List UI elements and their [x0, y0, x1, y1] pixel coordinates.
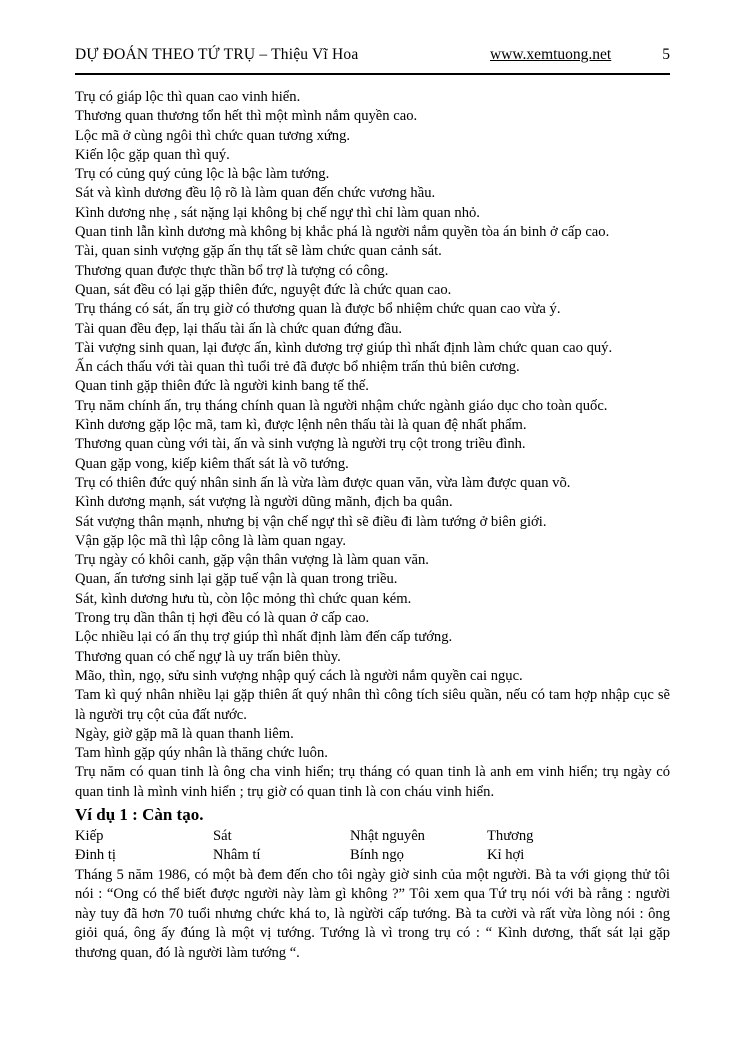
- pillar-value: Đinh tị: [75, 847, 116, 864]
- rule-line: Trong trụ dần thân tị hợi đều có là quan ở cấp cao.: [75, 610, 370, 627]
- rule-line: Thương quan cùng với tài, ấn và sinh vượng là người trụ cột trong triều đình.: [75, 436, 526, 453]
- rule-line: Sát, kình dương hưu tù, còn lộc mỏng thì chức quan kém.: [75, 590, 412, 607]
- rule-line: Mão, thìn, ngọ, sửu sinh vượng nhập quý cách là người nắm quyền cai ngục.: [75, 667, 523, 684]
- rule-line: Thương quan thương tổn hết thì một mình nắm quyền cao.: [75, 108, 418, 125]
- page-header: [75, 46, 670, 75]
- rule-line: Kiến lộc gặp quan thì quý.: [75, 146, 230, 163]
- rule-line: Trụ ngày có khôi canh, gặp vận thân vượng là làm quan văn.: [75, 552, 429, 569]
- rule-line: Vận gặp lộc mã thì lập công là làm quan ngay.: [75, 532, 346, 549]
- rule-line: Trụ có thiên đức quý nhân sinh ấn là vừa làm được quan văn, vừa làm được quan võ.: [75, 474, 571, 491]
- rule-line: Trụ có giáp lộc thì quan cao vinh hiển.: [75, 89, 301, 105]
- page-number: 5: [662, 46, 670, 63]
- rule-line: Sát vượng thân mạnh, nhưng bị vận chế ngự thì sẽ điều đi làm tướng ở biên giới.: [75, 513, 547, 530]
- pillar-table: [75, 827, 670, 866]
- rule-line: Tài vượng sinh quan, lại được ấn, kình dương trợ giúp thì nhất định làm chức quan cao quý.: [75, 339, 613, 356]
- rule-line: Tài, quan sinh vượng gặp ấn thụ tất sẽ làm chức quan cảnh sát.: [75, 243, 442, 260]
- example-heading: Ví dụ 1 : Càn tạo.: [75, 804, 204, 824]
- pillar-role: Sát: [213, 827, 232, 844]
- rule-line: Trụ có củng quý củng lộc là bậc làm tướng.: [75, 166, 330, 183]
- rule-line: Thương quan được thực thần bổ trợ là tượng có công.: [75, 262, 389, 279]
- rule-line: Trụ tháng có sát, ấn trụ giờ có thương quan là được bổ nhiệm chức quan cao vừa ý.: [75, 301, 561, 318]
- website-link[interactable]: www.xemtuong.net: [489, 46, 612, 63]
- rule-line: Quan tinh lẫn kình dương mà không bị khắc phá là người nắm quyền tòa án binh ở cấp cao.: [75, 224, 610, 241]
- rule-line: Ngày, giờ gặp mã là quan thanh liêm.: [75, 725, 294, 742]
- rule-line: Kình dương gặp lộc mã, tam kì, được lệnh nên thấu tài là quan đệ nhất phẩm.: [75, 417, 527, 434]
- pillar-value: Nhâm tí: [213, 847, 261, 864]
- rule-line: Quan, ấn tương sinh lại gặp tuế vận là quan trong triều.: [75, 571, 398, 588]
- rule-line: Lộc nhiều lại có ấn thụ trợ giúp thì nhất định làm đến cấp tướng.: [75, 629, 453, 646]
- page-content: [75, 88, 670, 964]
- rule-line: Trụ năm chính ấn, trụ tháng chính quan là người nhậm chức ngành giáo dục cho toàn quốc.: [75, 397, 608, 414]
- rule-line: Tài quan đều đẹp, lại thấu tài ấn là chức quan đứng đầu.: [75, 320, 403, 337]
- pillar-value: Kỉ hợi: [487, 847, 525, 864]
- rule-line: Lộc mã ở cùng ngôi thì chức quan tương xứng.: [75, 127, 351, 144]
- rule-line: Trụ năm có quan tinh là ông cha vinh hiển; trụ tháng có quan tinh là anh em vinh hiển; trụ ngày có quan tinh là mình vinh hiển ; trụ giờ có quan tinh là con cháu vinh hiển.: [75, 764, 670, 800]
- rule-line: Quan, sát đều có lại gặp thiên đức, nguyệt đức là chức quan cao.: [75, 281, 452, 298]
- example-story: Tháng 5 năm 1986, có một bà đem đến cho tôi ngày giờ sinh của một người. Bà ta với giọng thử tôi nói : “Ong có thể biết được người này làm gì không ?” Tôi xem qua Tứ trụ nói với bà rằng : người này tuy đã hơn 70 tuổi nhưng chức khá to, là ngừời cấp tướng. Bà ta cười và rất vừa lòng nói : ông giỏi quá, ông ấy đúng là một vị tướng. Tướng là vì trong trụ có : “ Kình dương, thất sát lại gặp thương quan, đó là người làm tướng “.: [75, 866, 670, 961]
- rule-line: Quan tinh gặp thiên đức là người kinh bang tế thế.: [75, 378, 369, 395]
- pillar-role: Kiếp: [75, 827, 104, 844]
- pillar-value: Bính ngọ: [350, 847, 404, 864]
- pillar-role: Thương: [487, 827, 534, 844]
- document-title: DỰ ĐOÁN THEO TỨ TRỤ – Thiệu Vĩ Hoa: [75, 46, 359, 63]
- rule-line: Kình dương nhẹ , sát nặng lại không bị chế ngự thì chỉ làm quan nhỏ.: [75, 204, 480, 221]
- rule-line: Thương quan có chế ngự là uy trấn biên thùy.: [75, 648, 341, 665]
- rule-line: Kình dương mạnh, sát vượng là người dũng mãnh, địch ba quân.: [75, 494, 453, 511]
- rule-line: Ấn cách thấu với tài quan thì tuổi trẻ đã được bổ nhiệm trấn thủ biên cương.: [75, 359, 520, 376]
- rule-line: Quan gặp vong, kiếp kiêm thất sát là võ tướng.: [75, 455, 349, 472]
- rules-list: [75, 88, 670, 802]
- rule-line: Sát và kình dương đều lộ rõ là làm quan đến chức vương hầu.: [75, 185, 436, 202]
- rule-line: Tam kì quý nhân nhiều lại gặp thiên ất quý nhân thì công tích siêu quần, nếu có tam hợp nhập cục sẽ là người trụ cột của đất nước.: [75, 687, 670, 723]
- pillar-role: Nhật nguyên: [350, 827, 425, 844]
- rule-line: Tam hình gặp qúy nhân là thăng chức luôn.: [75, 745, 328, 762]
